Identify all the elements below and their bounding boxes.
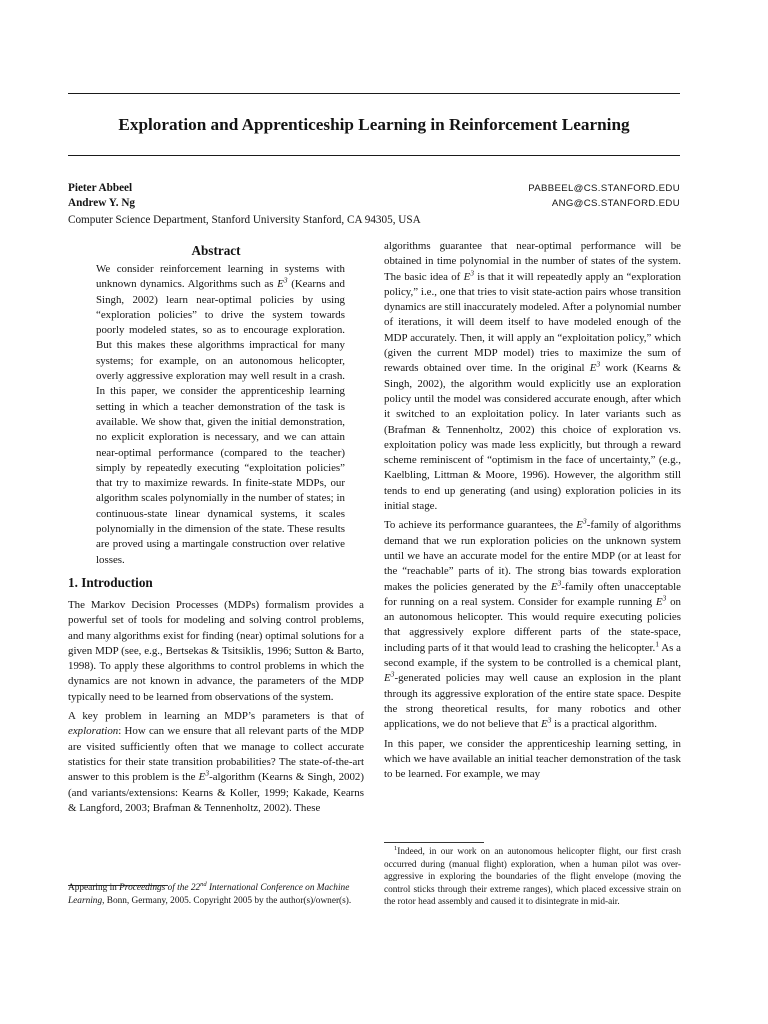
author-name: Pieter Abbeel [68,182,133,194]
paper-title: Exploration and Apprenticeship Learning in Reinforcement Learning [118,115,630,134]
right-column [384,239,681,786]
title-rule-top [68,93,680,94]
author-affiliation: Computer Science Department, Stanford University Stanford, CA 94305, USA [68,214,421,226]
footnote-rule [384,842,484,843]
author-email: PABBEEL@CS.STANFORD.EDU [528,183,680,194]
helicopter-footnote: $^1$Indeed, in our work on an autonomous helicopter flight, our first crash occurred during (manual flight) exploration, when a human pilot was over-aggressive in exploring the boundaries of the flight envelope (moving the control sticks through their extreme ranges), which placed excessive strain on the rotor head assembly and caused it to disintegrate in mid-air. [384,844,681,907]
intro-paragraph: In this paper, we consider the apprenticeship learning setting, in which we have available an initial teacher demonstration of the task to be learned. For example, we may [384,737,681,781]
venue-footnote: Appearing in Proceedings of the 22nd International Conference on Machine Learning, Bonn, Germany, 2005. Copyright 2005 by the author(s)/owner(s). [68,880,352,906]
author-email: ANG@CS.STANFORD.EDU [551,198,680,209]
title-rule-bottom [68,155,680,156]
intro-paragraph: To achieve its performance guarantees, the $E^3$-family of algorithms demand that we run exploration policies on the unknown system until we have an accurate model for the entire MDP (or at least for the “reachable” parts of it). The strong bias towards exploration makes the policies generated by the $E^3$-family often unacceptable for running on a real system. Consider for example running $E^3$ on an autonomous helicopter. This would require executing policies that aggressively explore different parts of the state-space, including parts of it that would lead to crashing the helicopter.$^1$ As a second example, if the system to be controlled is a chemical plant, $E^3$-generated policies may well cause an explosion in the plant through its aggressive exploration of the entire state space. Despite the strong theoretical results, for many robotics and other applications, we do not believe that $E^3$ is a practical algorithm. [384,516,682,731]
abstract-heading: Abstract [191,243,241,258]
intro-paragraph: The Markov Decision Processes (MDPs) formalism provides a powerful set of tools for modeling and solving control problems, and many algorithms exist for finding (near) optimal solutions for a given MDP (see, e.g., Bertsekas & Tsitsiklis, 1996; Sutton & Barto, 1998). To apply these algorithms to control problems in which the dynamics are not known in advance, the parameters of the MDP typically need to be learned from observations of the system. [68,598,364,703]
left-column [68,242,364,820]
author-name: Andrew Y. Ng [68,197,136,209]
intro-paragraph: A key problem in learning an MDP’s parameters is that of exploration: How can we ensure that all relevant parts of the MDP are visited sufficiently often that we manage to collect accurate statistics for their state transition probabilities? The state-of-the-art answer to this problem is the $E^3$-algorithm (Kearns & Singh, 2002) (and variants/extensions: Kearns & Koller, 1999; Kakade, Kearns & Langford, 2003; Brafman & Tennenholtz, 2002). These [68,710,364,814]
abstract-body: We consider reinforcement learning in systems with unknown dynamics. Algorithms such as $E^3$ (Kearns and Singh, 2002) learn near-optimal policies by using “exploration policies” to drive the system towards poorly modeled states, so as to encourage exploration. But this makes these algorithms impractical for many systems; for example, on an autonomous helicopter, overly aggressive exploration may well result in a crash. In this paper, we consider the apprenticeship learning setting in which a teacher demonstration of the task is available. We show that, given the initial demonstration, no explicit exploration is necessary, and we can attain near-optimal performance (compared to the teacher) simply by repeatedly executing “exploitation policies” that try to maximize rewards. In finite-state MDPs, our algorithm scales polynomially in the number of states; in continuous-state linear dynamical systems, it scales polynomially in the dimension of the state. These results are proved using a martingale construction over relative losses. [96,263,345,566]
introduction-heading: 1. Introduction [68,574,153,590]
intro-paragraph: algorithms guarantee that near-optimal performance will be obtained in time polynomial in the number of states of the system. The basic idea of $E^3$ is that it will repeatedly apply an “exploration policy,” i.e., one that tries to visit state-action pairs whose transition dynamics are still inaccurately modeled. After a polynomial number of iterations, it will deem itself to have modeled enough of the MDP accurately. Then, it will apply an “exploitation policy,” which (given the current MDP model) tries to maximize the sum of rewards obtained over time. In the original $E^3$ work (Kearns & Singh, 2002), the algorithm would explicitly use an exploration policy until the model was considered accurate enough, after which it switched to an exploitation policy. In later variants such as (Brafman & Tennenholtz, 2002) this choice of exploration vs. exploitation policy was made less explicitly, but through a reward scheme reminiscent of “optimism in the face of uncertainty,” (e.g., Kaelbling, Littman & Moore, 1996). However, the algorithm still tends to end up generating (and using) exploration policies in its initial stage. [384,240,681,513]
